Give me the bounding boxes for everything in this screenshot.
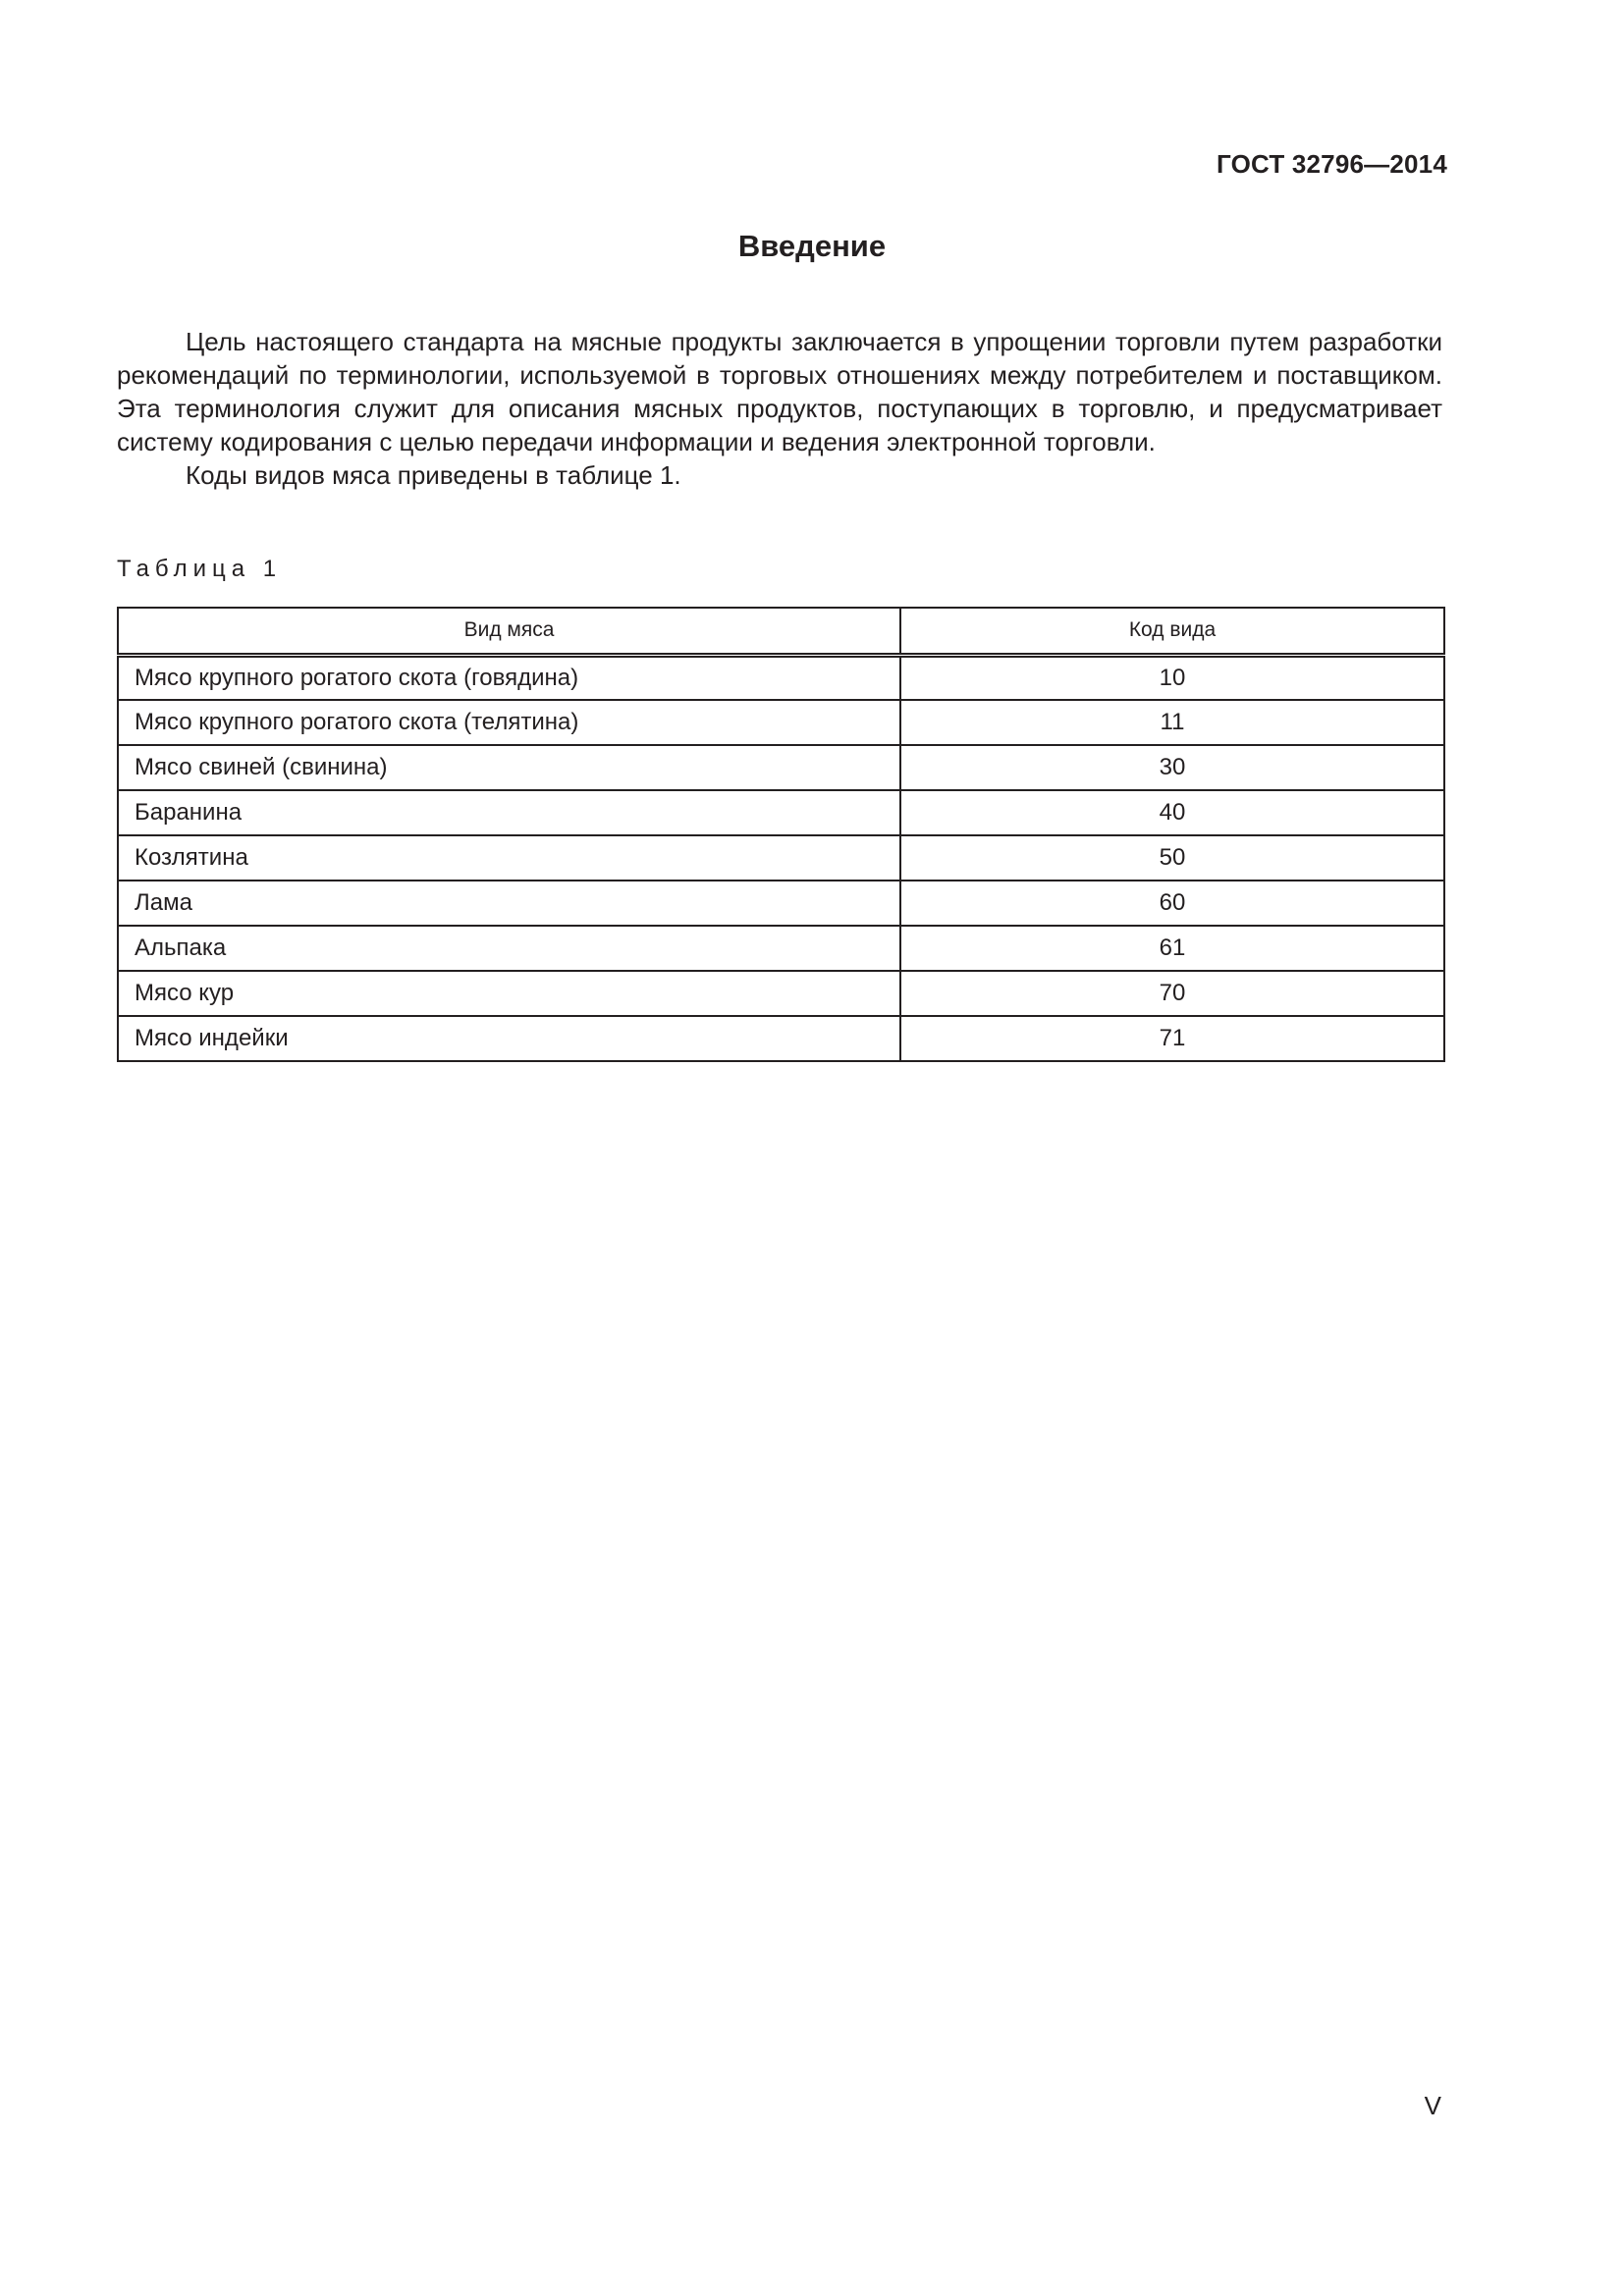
column-header-meat-type: Вид мяса (118, 608, 900, 655)
meat-type-cell: Мясо крупного рогатого скота (говядина) (118, 655, 900, 700)
meat-type-cell: Мясо кур (118, 971, 900, 1016)
code-cell: 70 (900, 971, 1444, 1016)
table-row (118, 700, 1444, 745)
meat-type-cell: Баранина (118, 790, 900, 835)
page-number: V (1424, 2091, 1441, 2120)
code-cell: 61 (900, 926, 1444, 971)
meat-type-cell: Лама (118, 881, 900, 926)
code-cell: 71 (900, 1016, 1444, 1061)
meat-type-cell: Альпака (118, 926, 900, 971)
table-row (118, 835, 1444, 881)
code-cell: 50 (900, 835, 1444, 881)
table-row (118, 971, 1444, 1016)
table-row (118, 926, 1444, 971)
code-cell: 30 (900, 745, 1444, 790)
meat-codes-table (117, 607, 1445, 1062)
table-caption: Таблица 1 (117, 556, 283, 582)
code-cell: 11 (900, 700, 1444, 745)
table-row (118, 881, 1444, 926)
meat-type-cell: Мясо крупного рогатого скота (телятина) (118, 700, 900, 745)
table-row (118, 745, 1444, 790)
page-title: Введение (737, 229, 887, 263)
table-row (118, 655, 1444, 700)
document-code: ГОСТ 32796—2014 (1217, 149, 1447, 179)
code-cell: 10 (900, 655, 1444, 700)
table-row (118, 790, 1444, 835)
meat-type-cell: Мясо свиней (свинина) (118, 745, 900, 790)
column-header-code: Код вида (900, 608, 1444, 655)
table-row (118, 1016, 1444, 1061)
paragraph-table-reference: Коды видов мяса приведены в таблице 1. (186, 460, 681, 490)
meat-type-cell: Козлятина (118, 835, 900, 881)
body-text (117, 325, 1442, 492)
code-cell: 60 (900, 881, 1444, 926)
table-header-row (118, 608, 1444, 655)
paragraph-intro: Цель настоящего стандарта на мясные продукты заключается в упрощении торговли путем разработки рекомендаций по терминологии, используемой в торговых отношениях между потребителем и поставщиком. Эта терминология служит для описания мясных продуктов, поступающих в торговлю, и предусматривает систему кодирования с целью передачи информации и ведения электронной торговли. (117, 327, 1442, 456)
code-cell: 40 (900, 790, 1444, 835)
meat-type-cell: Мясо индейки (118, 1016, 900, 1061)
